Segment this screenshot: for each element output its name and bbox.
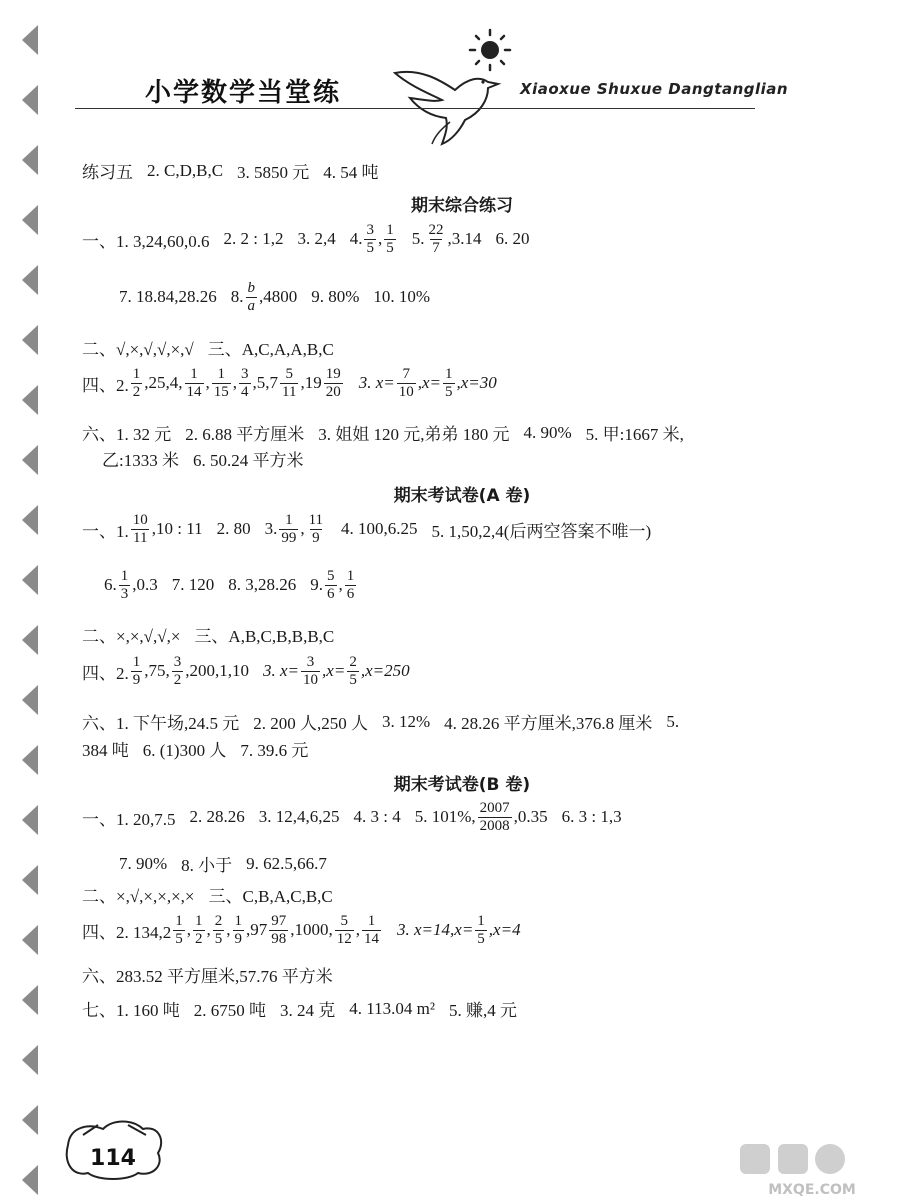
fraction: $\frac{3}{10}$	[303, 654, 319, 688]
text: 三、A,B,C,B,B,B,C	[194, 627, 335, 646]
text: 四、2. 134,2	[82, 922, 172, 942]
text: 3. 5850 元	[237, 163, 310, 182]
text: ,x=	[322, 661, 346, 680]
text: 二、×,√,×,×,×,×	[82, 887, 195, 906]
fraction: $\frac{3}{2}$	[173, 654, 182, 688]
text: 2. 6750 吨	[193, 1001, 266, 1020]
answer-line: 一、1. 3,24,60,0.6 2. 2 : 1,2 3. 2,4 4. $\frac{3}{5}$ , $\frac{1}{5}$ 5. $\frac{22}{7}$ ,3.14 6. 20	[82, 222, 530, 256]
text: 6. 20	[495, 229, 530, 248]
margin-triangle	[22, 145, 38, 175]
text: ,0.3	[132, 575, 158, 594]
text: ,97	[246, 920, 268, 939]
text: 2. 200 人,250 人	[253, 714, 368, 733]
text: 4.	[349, 229, 363, 248]
text: 练习五	[82, 163, 133, 182]
text: 七、1. 160 吨	[82, 1001, 180, 1020]
text: 3. 2,4	[297, 229, 336, 248]
margin-triangle	[22, 505, 38, 535]
bird-sun-illustration	[380, 18, 530, 148]
text: 5.	[666, 711, 680, 731]
text: 9. 80%	[311, 287, 360, 306]
text: 5. 赚,4 元	[448, 1001, 517, 1020]
margin-triangle	[22, 805, 38, 835]
fraction: $\frac{1}{2}$	[132, 366, 141, 400]
answer-line	[102, 446, 303, 471]
text: 六、283.52 平方厘米,57.76 平方米	[82, 967, 333, 986]
text: 8.	[230, 287, 244, 306]
text: 5. 甲:1667 米,	[585, 425, 684, 444]
fraction: $\frac{3}{4}$	[241, 366, 249, 400]
text: 一、1.	[82, 521, 129, 541]
text: 5. 1,50,2,4(后两空答案不唯一)	[431, 521, 652, 541]
margin-triangle	[22, 565, 38, 595]
answer-line	[82, 158, 379, 183]
text: 2. 80	[216, 519, 251, 538]
fraction: $\frac{5}{12}$	[336, 913, 352, 947]
fraction: $\frac{1}{9}$	[234, 913, 242, 947]
text: 3. 12%	[382, 711, 431, 731]
text: 4. 113.04 m²	[349, 998, 435, 1018]
text: ,19	[300, 373, 322, 392]
text: ,	[300, 519, 305, 538]
text: ,75,	[144, 661, 170, 680]
margin-triangle	[22, 625, 38, 655]
answer-line	[82, 913, 521, 947]
text: 6. 50.24 平方米	[192, 451, 304, 470]
text: 5. 101%,	[414, 807, 476, 826]
margin-triangle	[22, 1165, 38, 1195]
text: ,10 : 11	[151, 519, 203, 538]
page-number-badge	[58, 1115, 168, 1185]
text: 二、√,×,√,√,×,√	[82, 340, 194, 359]
text: 4. 54 吨	[323, 163, 379, 182]
header-rule	[75, 108, 755, 109]
section-heading: 期末综合练习	[411, 196, 513, 216]
text: 2. 2 : 1,2	[223, 229, 284, 248]
fraction: $\frac{1}{15}$	[213, 366, 229, 400]
fraction: $\frac{5}{6}$	[327, 568, 335, 602]
margin-triangle	[22, 385, 38, 415]
fraction: $\frac{5}{11}$	[282, 366, 297, 400]
fraction: $\frac{1}{5}$	[445, 366, 453, 400]
text: ,4800	[259, 287, 298, 306]
text: ,x=250	[360, 661, 410, 680]
text: ,5,7	[252, 373, 278, 392]
text: ,	[206, 920, 211, 939]
text: 2. 6.88 平方厘米	[185, 425, 305, 444]
section-heading: 期末考试卷(A 卷)	[393, 486, 531, 506]
answer-line	[82, 996, 517, 1021]
watermark-logo	[730, 1140, 895, 1198]
fraction: $\frac{1}{14}$	[186, 366, 202, 400]
answer-line	[119, 851, 327, 876]
fraction: $\frac{1}{99}$	[281, 512, 297, 546]
margin-triangle	[22, 745, 38, 775]
text: ,0.35	[513, 807, 548, 826]
text: 六、1. 32 元	[82, 425, 172, 444]
text: ,	[186, 920, 191, 939]
watermark-text: MXQE.COM	[768, 1182, 856, 1198]
fraction: $\frac{97}{98}$	[271, 913, 287, 947]
text: 四、2.	[82, 375, 129, 395]
answer-line	[119, 280, 430, 314]
section-heading: 期末考试卷(B 卷)	[393, 775, 531, 795]
answer-line	[82, 654, 410, 688]
margin-triangle	[22, 265, 38, 295]
text: ,	[355, 920, 360, 939]
text: ,	[205, 373, 210, 392]
fraction: $\frac{1}{2}$	[195, 913, 203, 947]
margin-triangle	[22, 85, 38, 115]
margin-triangle	[22, 1105, 38, 1135]
answer-line	[82, 709, 679, 734]
margin-triangle	[22, 925, 38, 955]
text: 一、1. 20,7.5	[82, 809, 176, 829]
text: 2. C,D,B,C	[147, 160, 224, 180]
fraction: $\frac{1}{5}$	[386, 222, 394, 256]
fraction: $\frac{7}{10}$	[398, 366, 414, 400]
text: 3. x=14,x=	[397, 920, 474, 939]
margin-triangle	[22, 205, 38, 235]
text: ,x=30	[456, 373, 497, 392]
fraction: $\frac{19}{20}$	[325, 366, 341, 400]
fraction: $\frac{1}{6}$	[346, 568, 355, 602]
margin-triangle	[22, 685, 38, 715]
fraction: $\frac{1}{5}$	[175, 913, 183, 947]
text: 3. x=	[358, 373, 395, 392]
fraction: $\frac{2}{5}$	[214, 913, 223, 947]
text: 10. 10%	[373, 287, 431, 306]
fraction: $\frac{1}{5}$	[477, 913, 485, 947]
text: 7. 120	[171, 575, 215, 594]
text: 9. 62.5,66.7	[246, 853, 327, 873]
text: 6. 3 : 1,3	[561, 807, 622, 826]
fraction: $\frac{2007}{2008}$	[479, 800, 510, 834]
header-title: 小学数学当堂练	[145, 78, 342, 108]
answer-line	[82, 622, 334, 647]
text: ,x=	[417, 373, 442, 392]
fraction: $\frac{b}{a}$	[247, 280, 255, 314]
text: ,x=4	[488, 920, 521, 939]
text: 8. 小于	[181, 856, 233, 875]
text: 7. 18.84,28.26	[119, 287, 217, 306]
text: 3. 姐姐 120 元,弟弟 180 元	[318, 425, 510, 444]
text: 乙:1333 米	[102, 451, 179, 470]
text: ,	[338, 575, 343, 594]
answer-line	[82, 882, 333, 907]
fraction: $\frac{2}{5}$	[349, 654, 357, 688]
answer-line	[104, 568, 358, 602]
answer-line	[82, 512, 651, 546]
text: ,	[226, 920, 231, 939]
text: 4. 3 : 4	[353, 807, 401, 826]
text: 4. 90%	[523, 422, 572, 442]
fraction: $\frac{3}{5}$	[366, 222, 374, 256]
text: 9.	[310, 575, 323, 594]
text: 7. 39.6 元	[240, 741, 309, 760]
text: 5.	[411, 229, 425, 248]
text: 3. 24 克	[280, 1001, 336, 1020]
answer-line	[82, 366, 497, 400]
text: 6. (1)300 人	[142, 741, 227, 760]
text: 6.	[104, 575, 117, 594]
text: 7. 90%	[119, 853, 168, 873]
answer-line	[82, 420, 684, 445]
text: 4. 100,6.25	[341, 519, 418, 538]
margin-decoration	[0, 0, 60, 1200]
text: 三、A,C,A,A,B,C	[207, 340, 334, 359]
fraction: $\frac{1}{3}$	[120, 568, 129, 602]
text: ,1000,	[290, 920, 333, 939]
text: ,200,1,10	[185, 661, 249, 680]
text: 8. 3,28.26	[228, 575, 297, 594]
margin-triangle	[22, 1045, 38, 1075]
text: 一、1. 3,24,60,0.6	[82, 231, 210, 251]
text: ,	[232, 373, 237, 392]
text: 4. 28.26 平方厘米,376.8 厘米	[444, 714, 653, 733]
text: ,3.14	[447, 229, 482, 248]
answer-line	[82, 800, 622, 834]
margin-triangle	[22, 25, 38, 55]
margin-triangle	[22, 445, 38, 475]
answer-line	[82, 736, 308, 761]
page-number: 114	[90, 1146, 136, 1171]
text: 3. 12,4,6,25	[258, 807, 340, 826]
text: 四、2.	[82, 663, 129, 683]
text: 三、C,B,A,C,B,C	[208, 887, 333, 906]
margin-triangle	[22, 865, 38, 895]
text: ,25,4,	[144, 373, 183, 392]
text: 二、×,×,√,√,×	[82, 627, 181, 646]
fraction: $\frac{11}{9}$	[308, 512, 324, 546]
fraction: $\frac{1}{9}$	[132, 654, 141, 688]
text: 384 吨	[82, 741, 129, 760]
text: 3. x=	[263, 661, 300, 680]
text: 六、1. 下午场,24.5 元	[82, 714, 240, 733]
fraction: $\frac{10}{11}$	[132, 512, 148, 546]
fraction: $\frac{1}{14}$	[364, 913, 379, 947]
margin-triangle	[22, 325, 38, 355]
text: 3.	[264, 519, 278, 538]
answer-line	[82, 335, 334, 360]
header-subtitle: Xiaoxue Shuxue Dangtanglian	[520, 80, 789, 98]
text: 2. 28.26	[189, 807, 245, 826]
margin-triangle	[22, 985, 38, 1015]
fraction: $\frac{22}{7}$	[428, 222, 444, 256]
answer-line	[82, 962, 333, 987]
